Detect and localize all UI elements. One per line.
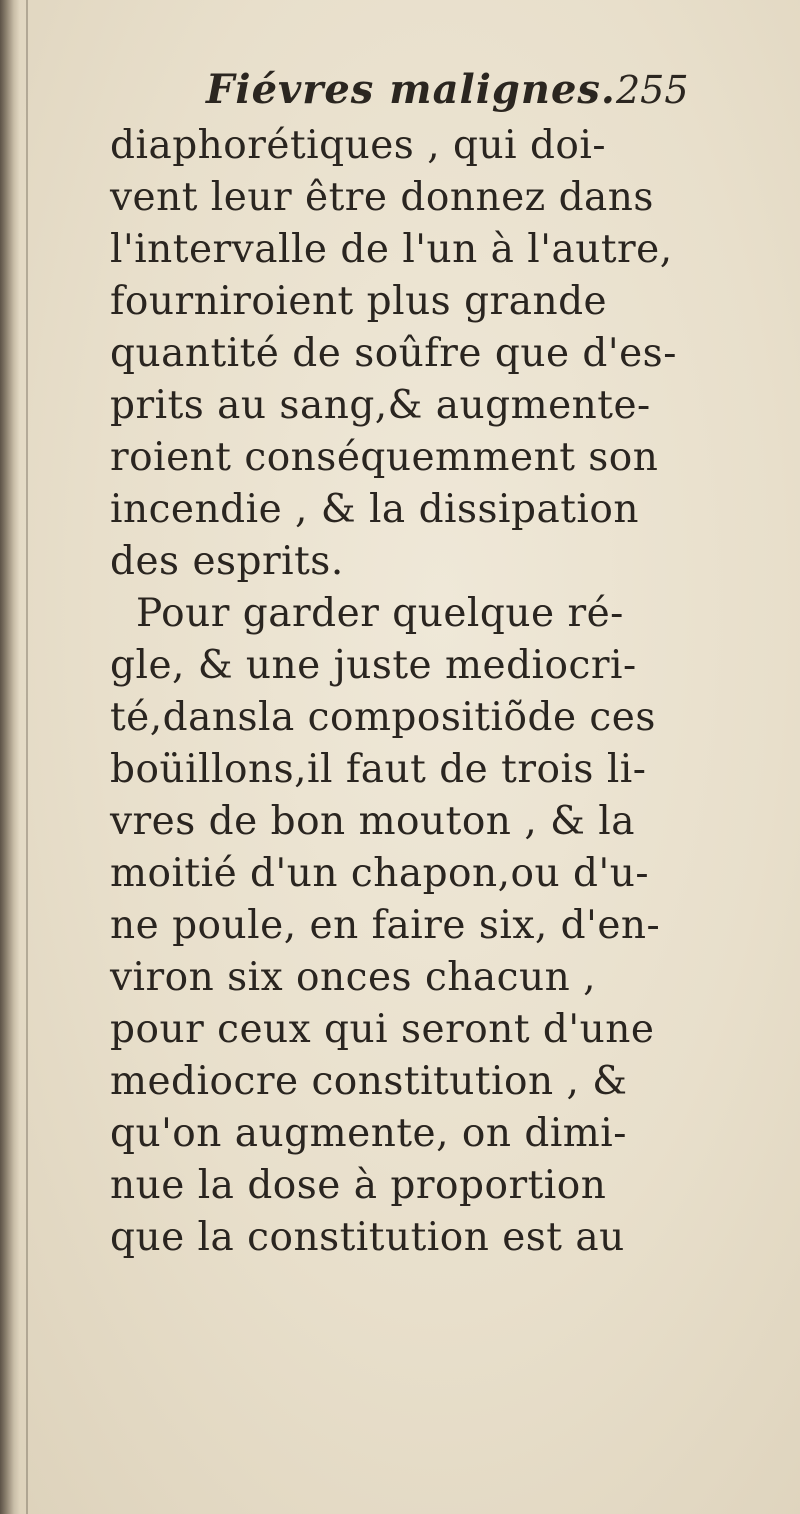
text-line: moitié d'un chapon,ou d'u-	[110, 851, 650, 896]
text-line: pour ceux qui seront d'une	[110, 1007, 655, 1052]
text-line: que la constitution est au	[110, 1215, 625, 1260]
text-line: diaphorétiques , qui doi-	[110, 123, 607, 168]
text-line: l'intervalle de l'un à l'autre,	[110, 227, 673, 272]
text-line: des esprits.	[110, 539, 344, 584]
text-line: vres de bon mouton , & la	[110, 799, 635, 844]
text-line: qu'on augmente, on dimi-	[110, 1111, 627, 1156]
text-line: boüillons,il faut de trois li-	[110, 747, 647, 792]
page-header	[110, 66, 800, 126]
text-line: vent leur être donnez dans	[110, 175, 654, 220]
gutter-line	[26, 0, 28, 1514]
text-line: fourniroient plus grande	[110, 279, 608, 324]
text-line: viron six onces chacun ,	[110, 955, 597, 1000]
paragraph-start-line: Pour garder quelque ré-	[136, 591, 624, 636]
binding-edge	[0, 0, 20, 1514]
text-line: mediocre constitution , &	[110, 1059, 628, 1104]
text-line: té,dansla compositiõde ces	[110, 695, 656, 740]
text-line: quantité de soûfre que d'es-	[110, 331, 677, 376]
text-line: ne poule, en faire six, d'en-	[110, 903, 661, 948]
running-title: Fiévres malignes.	[206, 66, 616, 113]
text-line: gle, & une juste mediocri-	[110, 643, 637, 688]
page-number: 255	[616, 68, 689, 112]
text-line: nue la dose à proportion	[110, 1163, 607, 1208]
body-text	[110, 120, 790, 1264]
text-line: incendie , & la dissipation	[110, 487, 639, 532]
text-line: prits au sang,& augmente-	[110, 383, 651, 428]
text-line: roient conséquemment son	[110, 435, 659, 480]
